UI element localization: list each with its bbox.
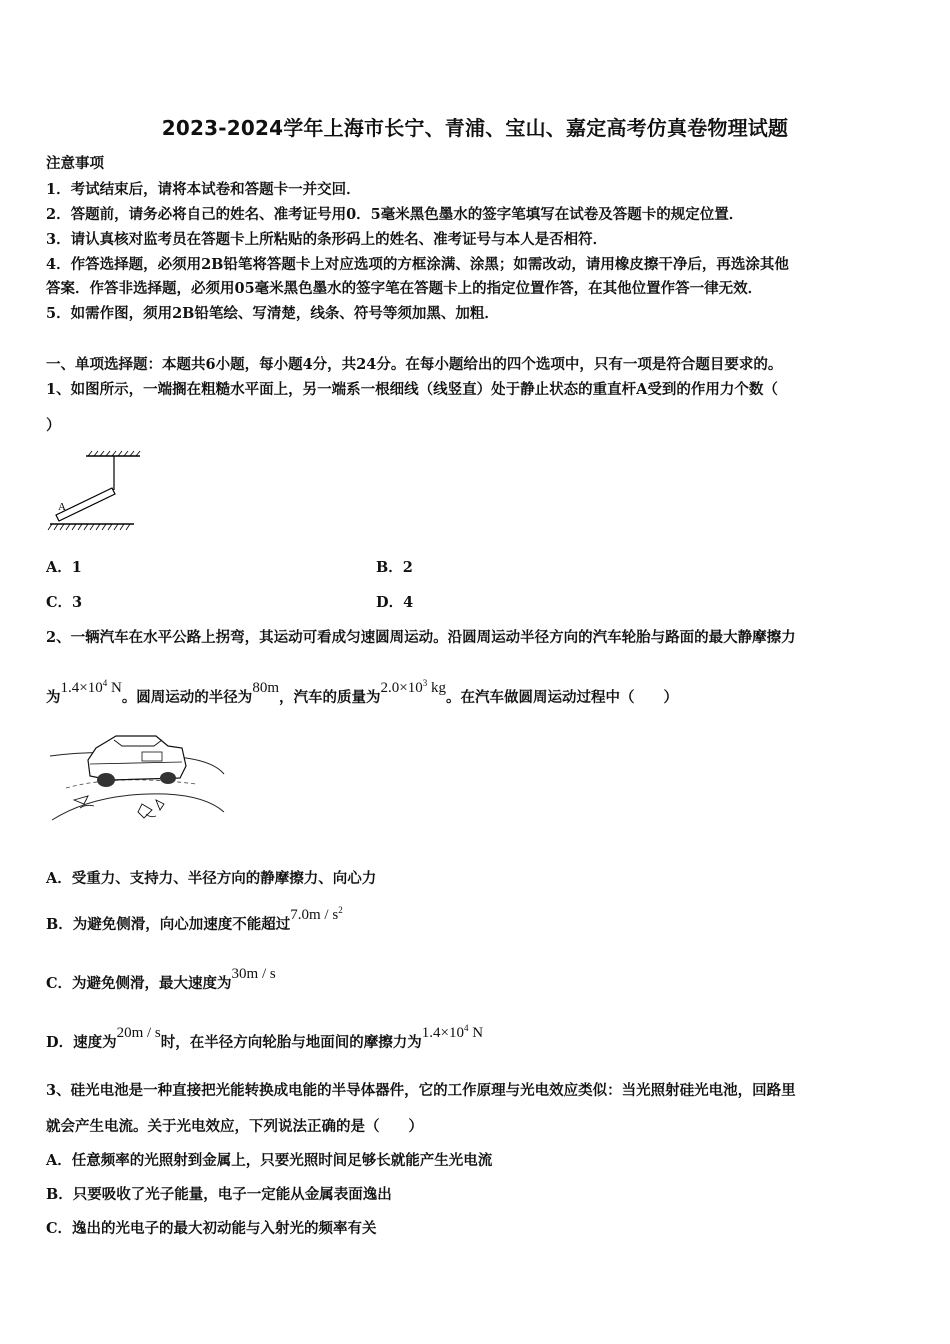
q2-radius: 80m — [252, 680, 279, 696]
q2-mass: $2.0\times 10^3$ kg — [380, 678, 446, 696]
q2-option-d-speed: 20m / s — [116, 1025, 161, 1041]
q1-figure-label: A — [58, 501, 66, 513]
q2-option-b[interactable]: B．为避免侧滑，向心加速度不能超过$7.0m / s^2$ — [46, 905, 343, 933]
q1-option-a[interactable]: A．1 — [46, 559, 82, 576]
notice-heading: 注意事项 — [46, 155, 104, 172]
q3-option-a[interactable]: A．任意频率的光照射到金属上，只要光照时间足够长就能产生光电流 — [46, 1152, 493, 1169]
notice-item-4: 4．作答选择题，必须用2B铅笔将答题卡上对应选项的方框涂满、涂黑；如需改动，请用橡皮擦干净后，再选涂其他 — [46, 256, 789, 273]
q2-stem-part4: 。在汽车做圆周运动过程中（ ） — [445, 689, 678, 706]
notice-item-2: 2．答题前，请务必将自己的姓名、准考证号用0．5毫米黑色墨水的签字笔填写在试卷及答题卡的规定位置． — [46, 206, 744, 223]
q2-stem-line2 — [46, 678, 678, 707]
page-title: 2023-2024学年上海市长宁、青浦、宝山、嘉定高考仿真卷物理试题 — [161, 116, 789, 140]
q1-option-c[interactable]: C．3 — [46, 594, 83, 611]
q2-option-d-friction: $1.4\times 10^4$ N — [421, 1023, 484, 1041]
q1-stem-end: ） — [46, 417, 61, 434]
q3-option-b[interactable]: B．只要吸收了光子能量，电子一定能从金属表面逸出 — [46, 1186, 392, 1203]
q2-option-c[interactable]: C．为避免侧滑，最大速度为30m / s — [46, 966, 276, 992]
q3-option-c[interactable]: C．逸出的光电子的最大初动能与入射光的频率有关 — [46, 1220, 377, 1237]
q1-option-b[interactable]: B．2 — [376, 559, 413, 576]
q2-stem-part2: 。圆周运动的半径为 — [121, 689, 253, 706]
q2-stem-part1: 为 — [46, 689, 61, 706]
q1-option-d[interactable]: D．4 — [376, 594, 414, 611]
q2-option-b-value: $7.0m / s^2$ — [290, 905, 343, 923]
q2-option-a[interactable]: A．受重力、支持力、半径方向的静摩擦力、向心力 — [46, 870, 377, 887]
q1-stem: 1、如图所示，一端搁在粗糙水平面上，另一端系一根细线（线竖直）处于静止状态的重直杆A受到的作用力个数（ — [46, 381, 778, 398]
q3-stem-line2: 就会产生电流。关于光电效应，下列说法正确的是（ ） — [46, 1118, 423, 1135]
notice-item-5: 5．如需作图，须用2B铅笔绘、写清楚，线条、符号等须加黑、加粗． — [46, 305, 499, 322]
notice-item-1: 1．考试结束后，请将本试卷和答题卡一并交回． — [46, 181, 361, 198]
q2-max-friction: $1.4\times 10^4$ N — [60, 678, 122, 696]
q3-stem: 3、硅光电池是一种直接把光能转换成电能的半导体器件，它的工作原理与光电效应类似：当光照射硅光电池，回路里 — [46, 1082, 796, 1099]
q2-option-c-value: 30m / s — [231, 966, 276, 982]
q2-car-figure — [46, 730, 226, 826]
q1-rod-figure — [44, 448, 144, 538]
notice-item-3: 3．请认真核对监考员在答题卡上所粘贴的条形码上的姓名、准考证号与本人是否相符． — [46, 231, 608, 248]
q2-stem-part3: ，汽车的质量为 — [278, 689, 381, 706]
q2-option-d[interactable]: D．速度为20m / s时，在半径方向轮胎与地面间的摩擦力为$1.4\times 10^4$ N — [46, 1023, 484, 1051]
q2-stem: 2、一辆汽车在水平公路上拐弯，其运动可看成匀速圆周运动。沿圆周运动半径方向的汽车轮胎与路面的最大静摩擦力 — [46, 629, 796, 646]
section-heading: 一、单项选择题：本题共6小题，每小题4分，共24分。在每小题给出的四个选项中，只有一项是符合题目要求的。 — [46, 356, 783, 373]
notice-item-4-cont: 答案．作答非选择题，必须用05毫米黑色墨水的签字笔在答题卡上的指定位置作答，在其他位置作答一律无效． — [46, 280, 763, 297]
